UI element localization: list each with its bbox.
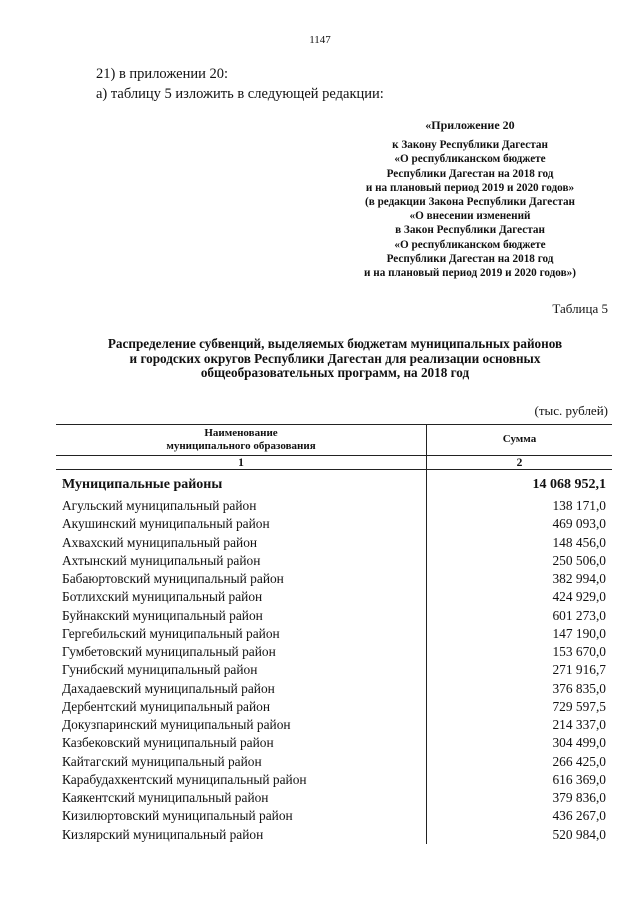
table-row bbox=[56, 515, 612, 533]
district-name: Акушинский муниципальный район bbox=[56, 515, 427, 533]
appendix-line: «О республиканском бюджете bbox=[394, 238, 546, 251]
district-amount: 379 836,0 bbox=[552, 790, 606, 806]
document-title bbox=[60, 337, 610, 381]
district-amount: 153 670,0 bbox=[552, 644, 606, 660]
table-row bbox=[56, 753, 612, 771]
total-row bbox=[56, 470, 612, 498]
district-name: Карабудахкентский муниципальный район bbox=[56, 771, 427, 789]
column-number-row bbox=[56, 456, 612, 470]
subventions-table bbox=[56, 424, 612, 844]
district-amount: 616 369,0 bbox=[552, 771, 606, 787]
document-title-line: и городских округов Республики Дагестан для реализации основных bbox=[129, 350, 541, 366]
table-header-row bbox=[56, 425, 612, 456]
district-amount: 729 597,5 bbox=[552, 698, 606, 714]
district-name: Агульский муниципальный район bbox=[56, 497, 427, 515]
intro-text bbox=[96, 64, 384, 104]
district-amount: 424 929,0 bbox=[552, 589, 606, 605]
table-row bbox=[56, 643, 612, 661]
table-row bbox=[56, 807, 612, 825]
intro-line-2: а) таблицу 5 изложить в следующей редакции: bbox=[96, 86, 384, 102]
appendix-line: Республики Дагестан на 2018 год bbox=[386, 252, 554, 265]
appendix-line: и на плановый период 2019 и 2020 годов») bbox=[364, 267, 576, 280]
district-amount: 601 273,0 bbox=[552, 607, 606, 623]
district-name: Гумбетовский муниципальный район bbox=[56, 643, 427, 661]
district-name: Ахвахский муниципальный район bbox=[56, 534, 427, 552]
district-name: Кизлярский муниципальный район bbox=[56, 826, 427, 844]
district-name: Казбековский муниципальный район bbox=[56, 734, 427, 752]
district-amount: 147 190,0 bbox=[552, 625, 606, 641]
appendix-line: «О республиканском бюджете bbox=[394, 153, 546, 166]
district-name: Ботлихский муниципальный район bbox=[56, 588, 427, 606]
district-amount: 304 499,0 bbox=[552, 735, 606, 751]
district-amount: 376 835,0 bbox=[552, 680, 606, 696]
appendix-line: Республики Дагестан на 2018 год bbox=[386, 167, 554, 180]
intro-line-1: 21) в приложении 20: bbox=[96, 66, 229, 82]
table-row bbox=[56, 534, 612, 552]
district-name: Дахадаевский муниципальный район bbox=[56, 680, 427, 698]
table-row bbox=[56, 607, 612, 625]
district-name: Кайтагский муниципальный район bbox=[56, 753, 427, 771]
district-name: Гунибский муниципальный район bbox=[56, 661, 427, 679]
district-name: Ахтынский муниципальный район bbox=[56, 552, 427, 570]
table-row bbox=[56, 826, 612, 844]
header-name bbox=[56, 425, 427, 456]
table-row bbox=[56, 625, 612, 643]
district-name: Бабаюртовский муниципальный район bbox=[56, 570, 427, 588]
district-amount: 250 506,0 bbox=[552, 552, 606, 568]
table-row bbox=[56, 698, 612, 716]
table-row bbox=[56, 734, 612, 752]
table-row bbox=[56, 716, 612, 734]
district-name: Дербентский муниципальный район bbox=[56, 698, 427, 716]
appendix-header bbox=[332, 118, 608, 280]
appendix-line: к Закону Республики Дагестан bbox=[392, 139, 548, 152]
table-row bbox=[56, 771, 612, 789]
district-name: Докузпаринский муниципальный район bbox=[56, 716, 427, 734]
district-amount: 436 267,0 bbox=[552, 808, 606, 824]
column-number-2: 2 bbox=[427, 456, 613, 470]
appendix-line: в Закон Республики Дагестан bbox=[395, 224, 545, 237]
appendix-line: и на плановый период 2019 и 2020 годов» bbox=[365, 181, 575, 194]
district-amount: 382 994,0 bbox=[552, 571, 606, 587]
page-number: 1147 bbox=[309, 34, 331, 46]
district-amount: 520 984,0 bbox=[552, 826, 606, 842]
appendix-line: (в редакции Закона Республики Дагестан bbox=[365, 196, 575, 209]
appendix-line: «О внесении изменений bbox=[409, 210, 531, 223]
column-number-1: 1 bbox=[56, 456, 427, 470]
units-label: (тыс. рублей) bbox=[534, 403, 608, 418]
table-row bbox=[56, 497, 612, 515]
district-amount: 271 916,7 bbox=[552, 662, 606, 678]
district-amount: 148 456,0 bbox=[552, 534, 606, 550]
document-title-line: Распределение субвенций, выделяемых бюджетам муниципальных районов bbox=[107, 336, 563, 351]
table-row bbox=[56, 570, 612, 588]
table-row bbox=[56, 680, 612, 698]
district-amount: 214 337,0 bbox=[552, 717, 606, 733]
document-title-line: общеобразовательных программ, на 2018 год bbox=[200, 365, 470, 380]
district-amount: 469 093,0 bbox=[552, 516, 606, 532]
table-caption: Таблица 5 bbox=[552, 301, 608, 316]
appendix-title: «Приложение 20 bbox=[425, 118, 515, 132]
table-row bbox=[56, 588, 612, 606]
header-name-line-1: Наименование bbox=[204, 427, 278, 439]
district-name: Гергебильский муниципальный район bbox=[56, 625, 427, 643]
header-name-line-2: муниципального образования bbox=[166, 439, 316, 452]
district-amount: 138 171,0 bbox=[552, 498, 606, 514]
total-name: Муниципальные районы bbox=[56, 470, 427, 498]
district-amount: 266 425,0 bbox=[552, 753, 606, 769]
table-row bbox=[56, 552, 612, 570]
table-row bbox=[56, 789, 612, 807]
table-row bbox=[56, 661, 612, 679]
district-name: Буйнакский муниципальный район bbox=[56, 607, 427, 625]
district-name: Кизилюртовский муниципальный район bbox=[56, 807, 427, 825]
total-amount: 14 068 952,1 bbox=[532, 477, 606, 492]
header-sum: Сумма bbox=[427, 425, 613, 456]
district-name: Каякентский муниципальный район bbox=[56, 789, 427, 807]
